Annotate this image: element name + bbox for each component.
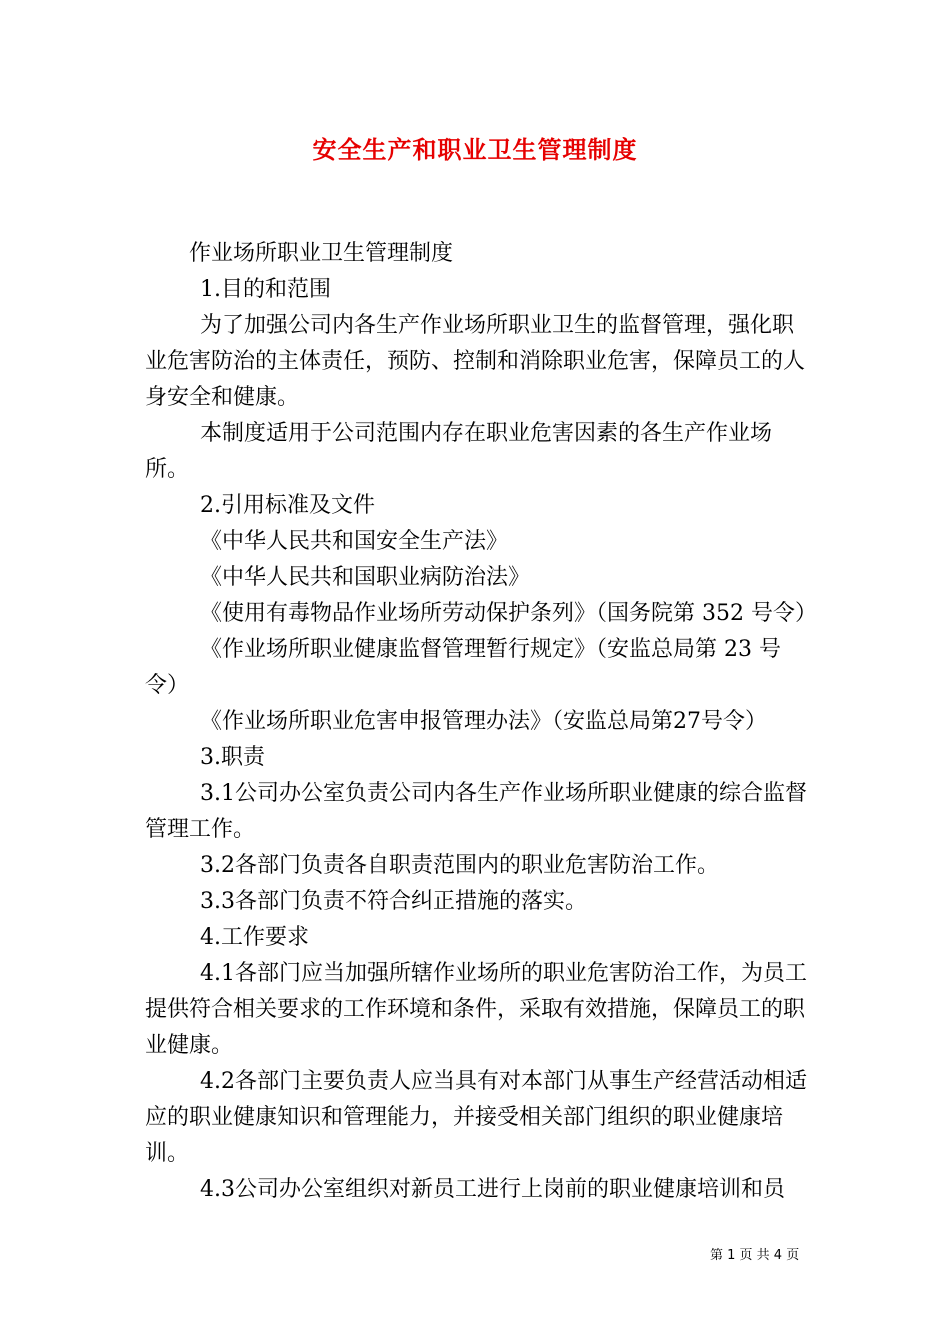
reference-item: 《中华人民共和国安全生产法》 <box>200 529 509 554</box>
section-heading: 3.职责 <box>200 745 265 770</box>
section-heading: 1.目的和范围 <box>200 277 331 302</box>
page-footer <box>0 1246 950 1266</box>
reference-item: 《作业场所职业危害申报管理办法》（安监总局第27号令） <box>200 709 767 734</box>
reference-item: 《中华人民共和国职业病防治法》 <box>200 565 531 590</box>
paragraph: 4.2各部门主要负责人应当具有对本部门从事生产经营活动相适应的职业健康知识和管理能力，并接受相关部门组织的职业健康培训。 <box>145 1069 807 1166</box>
paragraph: 4.1各部门应当加强所辖作业场所的职业危害防治工作，为员工提供符合相关要求的工作环境和条件，采取有效措施，保障员工的职业健康。 <box>145 961 807 1058</box>
paragraph: 3.3各部门负责不符合纠正措施的落实。 <box>200 889 587 914</box>
document-title: 安全生产和职业卫生管理制度 <box>312 136 638 164</box>
section-heading: 2.引用标准及文件 <box>200 493 375 518</box>
reference-item: 《使用有毒物品作业场所劳动保护条列》（国务院第 352 号令） <box>200 601 817 626</box>
paragraph: 4.3公司办公室组织对新员工进行上岗前的职业健康培训和员 <box>200 1177 785 1202</box>
paragraph: 本制度适用于公司范围内存在职业危害因素的各生产作业场所。 <box>145 421 773 482</box>
paragraph: 3.2各部门负责各自职责范围内的职业危害防治工作。 <box>200 853 719 878</box>
paragraph: 为了加强公司内各生产作业场所职业卫生的监督管理，强化职业危害防治的主体责任，预防、控制和消除职业危害，保障员工的人身安全和健康。 <box>145 313 806 410</box>
paragraph: 3.1公司办公室负责公司内各生产作业场所职业健康的综合监督管理工作。 <box>145 781 807 842</box>
section-heading: 作业场所职业卫生管理制度 <box>189 241 454 266</box>
document-body <box>145 236 817 1208</box>
section-heading: 4.工作要求 <box>200 925 309 950</box>
reference-item: 《作业场所职业健康监督管理暂行规定》（安监总局第 23 号令） <box>145 637 781 698</box>
page-number: 第 1 页 共 4 页 <box>710 1248 800 1263</box>
